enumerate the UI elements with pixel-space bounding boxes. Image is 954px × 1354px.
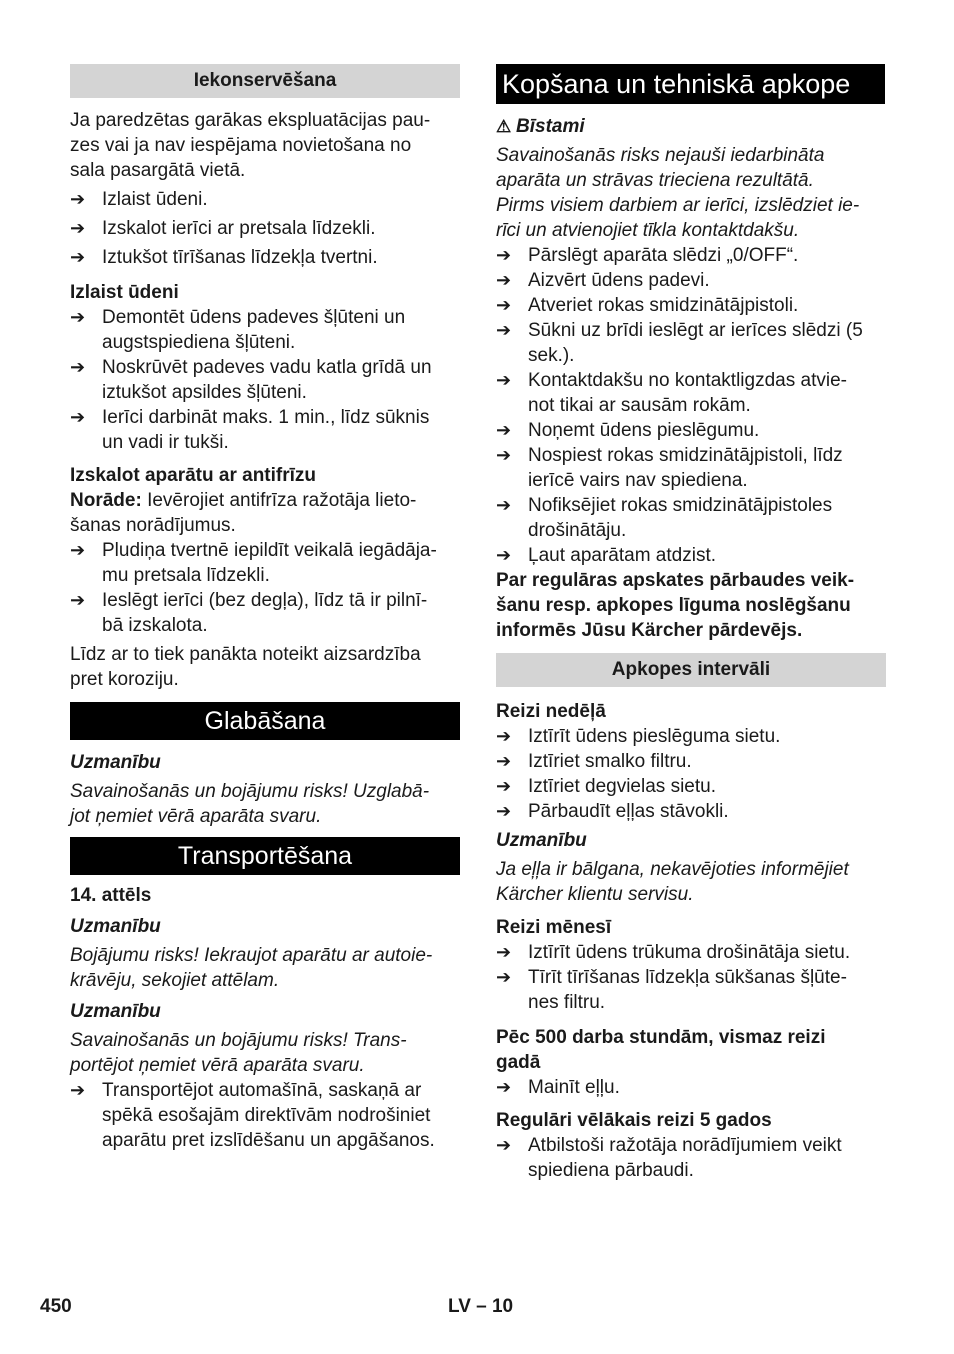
list-item: ➔ Nospiest rokas smidzinātājpistoli, līdz ierīcē vairs nav spiediena. bbox=[496, 443, 886, 493]
caution-label: Uzmanību bbox=[70, 752, 161, 773]
caution-label: Uzmanību bbox=[496, 830, 587, 851]
subheading-reizi-menesi: Reizi mēnesī bbox=[496, 917, 612, 938]
paragraph: Līdz ar to tiek panākta noteikt aizsardzība pret koroziju. bbox=[70, 644, 421, 690]
arrow-icon bbox=[496, 799, 528, 824]
arrow-icon bbox=[70, 1078, 102, 1103]
list-item: ➔ Tīrīt tīrīšanas līdzekļa sūkšanas šļūte- nes filtru. bbox=[496, 965, 886, 1015]
section-heading-kopsana: Kopšana un tehniskā apkope bbox=[496, 64, 885, 104]
list-item: ➔ Atveriet rokas smidzinātājpistoli. bbox=[496, 293, 886, 318]
warning-triangle-icon: ⚠ bbox=[496, 117, 512, 136]
arrow-icon bbox=[70, 187, 102, 212]
list-item: ➔ Kontaktdakšu no kontaktligzdas atvie- not tikai ar sausām rokām. bbox=[496, 368, 886, 418]
arrow-icon bbox=[496, 293, 528, 318]
caution-text: Savainošanās un bojājumu risks! Uzglabā- jot ņemiet vērā aparāta svaru. bbox=[70, 781, 430, 827]
list-item: ➔ Ļaut aparātam atdzist. bbox=[496, 543, 886, 568]
subheading-reizi-nedela: Reizi nedēļā bbox=[496, 701, 606, 722]
note-paragraph: Norāde: Ievērojiet antifrīza ražotāja lieto- šanas norādījumus. bbox=[70, 490, 417, 536]
list-item: ➔ Izlaist ūdeni. bbox=[70, 187, 460, 212]
right-column bbox=[496, 64, 886, 1183]
arrow-icon bbox=[496, 418, 528, 443]
arrow-icon bbox=[496, 268, 528, 293]
subheading-izlaist-udeni: Izlaist ūdeni bbox=[70, 282, 179, 303]
arrow-icon bbox=[496, 940, 528, 965]
arrow-icon bbox=[70, 355, 102, 380]
subheading-izskalot: Izskalot aparātu ar antifrīzu bbox=[70, 465, 317, 486]
section-heading-glabasana: Glabāšana bbox=[70, 702, 460, 740]
subheading-5-gados: Regulāri vēlākais reizi 5 gados bbox=[496, 1110, 772, 1131]
list-item: ➔ Demontēt ūdens padeves šļūteni un augstspiediena šļūteni. bbox=[70, 305, 460, 355]
arrow-icon bbox=[70, 245, 102, 270]
list-item: ➔ Noņemt ūdens pieslēgumu. bbox=[496, 418, 886, 443]
arrow-icon bbox=[496, 1075, 528, 1100]
list-item: ➔ Sūkni uz brīdi ieslēgt ar ierīces slēdzi (5 sek.). bbox=[496, 318, 886, 368]
arrow-icon bbox=[70, 538, 102, 563]
list-item: ➔ Iztīriet degvielas sietu. bbox=[496, 774, 886, 799]
list-item: ➔ Izskalot ierīci ar pretsala līdzekli. bbox=[70, 216, 460, 241]
danger-text: Savainošanās risks nejauši iedarbināta aparāta un strāvas trieciena rezultātā. Pirms visiem darbiem ar ierīci, izslēdziet ie- rīci un atvienojiet tīkla kontaktdakšu. bbox=[496, 145, 860, 241]
arrow-icon bbox=[496, 368, 528, 393]
arrow-icon bbox=[496, 543, 528, 568]
list-item: ➔ Nofiksējiet rokas smidzinātājpistoles drošinātāju. bbox=[496, 493, 886, 543]
arrow-icon bbox=[496, 318, 528, 343]
arrow-icon bbox=[70, 305, 102, 330]
arrow-icon bbox=[496, 774, 528, 799]
left-column bbox=[70, 64, 460, 1153]
arrow-icon bbox=[70, 216, 102, 241]
list-item: ➔ Ieslēgt ierīci (bez degļa), līdz tā ir pilnī- bā izskalota. bbox=[70, 588, 460, 638]
list-item: ➔ Iztīrīt ūdens pieslēguma sietu. bbox=[496, 724, 886, 749]
list-item: ➔ Noskrūvēt padeves vadu katla grīdā un iztukšot apsildes šļūteni. bbox=[70, 355, 460, 405]
list-item: ➔ Mainīt eļļu. bbox=[496, 1075, 886, 1100]
caution-label: Uzmanību bbox=[70, 1001, 161, 1022]
page-number: 450 bbox=[40, 1296, 72, 1317]
list-item: ➔ Ierīci darbināt maks. 1 min., līdz sūknis un vadi ir tukši. bbox=[70, 405, 460, 455]
list-item: ➔ Pārslēgt aparāta slēdzi „0/OFF“. bbox=[496, 243, 886, 268]
caution-text: Bojājumu risks! Iekraujot aparātu ar autoie- krāvēju, sekojiet attēlam. bbox=[70, 945, 433, 991]
danger-label: ⚠ Bīstami bbox=[496, 116, 585, 137]
list-item: ➔ Transportējot automašīnā, saskaņā ar spēkā esošajām direktīvām nodrošiniet aparātu pret izslīdēšanu un apgāšanos. bbox=[70, 1078, 460, 1153]
arrow-icon bbox=[496, 724, 528, 749]
section-heading-iekonservesana: Iekonservēšana bbox=[70, 64, 460, 98]
arrow-icon bbox=[496, 243, 528, 268]
paragraph: Ja paredzētas garākas ekspluatācijas pau- zes vai ja nav iespējama novietošana no sala pasargātā vietā. bbox=[70, 110, 431, 181]
caution-label: Uzmanību bbox=[70, 916, 161, 937]
arrow-icon bbox=[496, 443, 528, 468]
arrow-icon bbox=[70, 588, 102, 613]
list-item: ➔ Pārbaudīt eļļas stāvokli. bbox=[496, 799, 886, 824]
section-heading-transportesana: Transportēšana bbox=[70, 837, 460, 875]
bold-note: Par regulāras apskates pārbaudes veik- šanu resp. apkopes līguma noslēgšanu informēs Jūsu Kärcher pārdevējs. bbox=[496, 570, 855, 641]
arrow-icon bbox=[496, 965, 528, 990]
page-label: LV – 10 bbox=[448, 1296, 514, 1317]
caution-text: Savainošanās un bojājumu risks! Trans- portējot ņemiet vērā aparāta svaru. bbox=[70, 1030, 407, 1076]
section-heading-apkopes-intervali: Apkopes intervāli bbox=[496, 653, 886, 687]
list-item: ➔ Iztīrīt ūdens trūkuma drošinātāja sietu. bbox=[496, 940, 886, 965]
caution-text: Ja eļļa ir bālgana, nekavējoties informējiet Kärcher klientu servisu. bbox=[496, 859, 849, 905]
arrow-icon bbox=[496, 749, 528, 774]
list-item: ➔ Aizvērt ūdens padevi. bbox=[496, 268, 886, 293]
arrow-icon bbox=[496, 493, 528, 518]
list-item: ➔ Iztīriet smalko filtru. bbox=[496, 749, 886, 774]
list-item: ➔ Pludiņa tvertnē iepildīt veikalā iegādāja- mu pretsala līdzekli. bbox=[70, 538, 460, 588]
arrow-icon bbox=[70, 405, 102, 430]
subheading-pec-500-stundam: Pēc 500 darba stundām, vismaz reizi gadā bbox=[496, 1027, 826, 1073]
arrow-icon bbox=[496, 1133, 528, 1158]
list-item: ➔ Atbilstoši ražotāja norādījumiem veikt spiediena pārbaudi. bbox=[496, 1133, 886, 1183]
figure-reference: 14. attēls bbox=[70, 885, 152, 906]
list-item: ➔ Iztukšot tīrīšanas līdzekļa tvertni. bbox=[70, 245, 460, 270]
